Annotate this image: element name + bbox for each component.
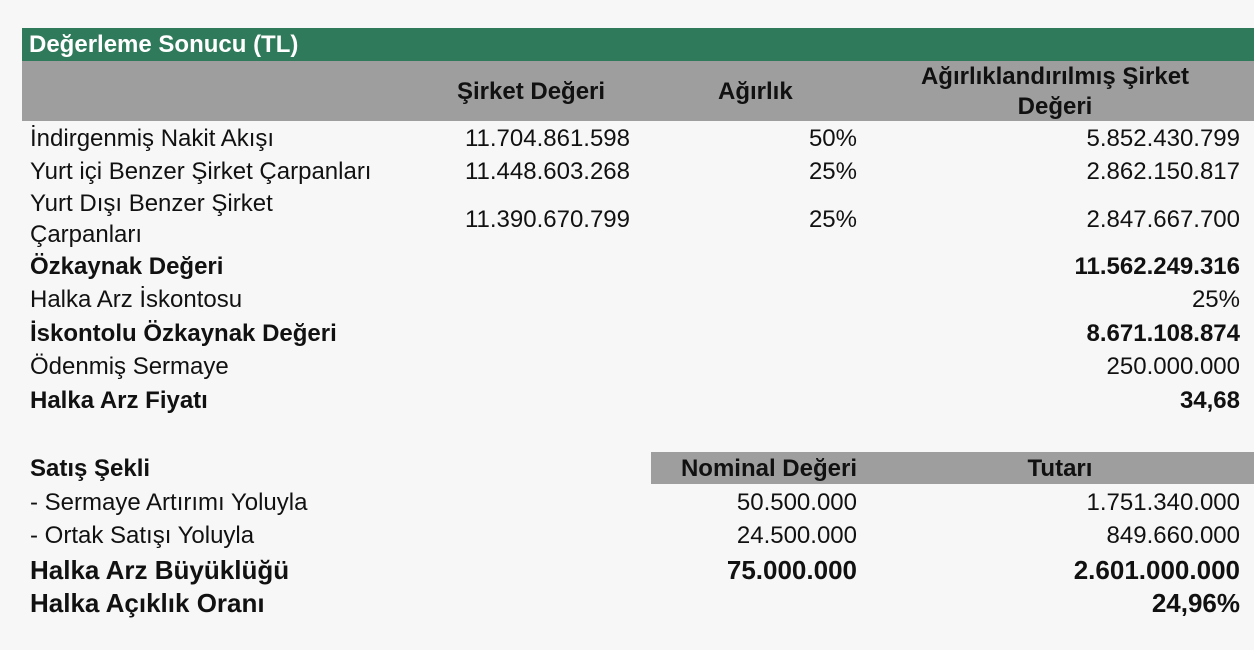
free-float-ratio: 24,96% [1151,588,1240,618]
ipo-discount-label: Halka Arz İskontosu [30,286,243,313]
ipo-price-label: Halka Arz Fiyatı [30,387,208,414]
sales-row-amount-shareholder: 849.660.000 [1106,522,1240,549]
row-weight-domestic: 25% [808,158,857,185]
row-company-value-dcf: 11.704.861.598 [464,125,630,152]
paid-capital: 250.000.000 [1106,353,1240,380]
sales-row-label-shareholder: - Ortak Satışı Yoluyla [30,522,255,549]
ipo-price: 34,68 [1179,387,1240,414]
row-weighted-dcf: 5.852.430.799 [1086,125,1240,152]
ipo-size-nominal: 75.000.000 [726,555,857,585]
row-label-foreign-line1: Yurt Dışı Benzer Şirket [30,190,273,217]
discounted-equity-label: İskontolu Özkaynak Değeri [30,320,337,347]
row-weight-dcf: 50% [808,125,857,152]
row-weight-foreign: 25% [808,206,857,233]
ipo-size-amount: 2.601.000.000 [1073,555,1240,585]
free-float-label: Halka Açıklık Oranı [30,588,265,618]
ipo-size-label: Halka Arz Büyüklüğü [30,555,290,585]
row-company-value-domestic: 11.448.603.268 [464,158,630,185]
table-title: Değerleme Sonucu (TL) [22,28,1254,61]
sales-row-amount-capital: 1.751.340.000 [1086,489,1240,516]
header-company-value: Şirket Değeri [457,78,606,105]
sales-row-nominal-capital: 50.500.000 [736,489,857,516]
paid-capital-label: Ödenmiş Sermaye [30,353,229,380]
row-weighted-domestic: 2.862.150.817 [1086,158,1240,185]
equity-value-label: Özkaynak Değeri [30,253,224,280]
header-weight: Ağırlık [718,78,793,105]
ipo-discount: 25% [1191,286,1240,313]
sales-header-amount: Tutarı [1027,455,1093,482]
header-weighted-line2: Değeri [1017,93,1093,120]
header-weighted-line1: Ağırlıklandırılmış Şirket [920,63,1190,90]
row-label-foreign-line2: Çarpanları [30,221,143,248]
row-company-value-foreign: 11.390.670.799 [464,206,630,233]
row-label-domestic: Yurt içi Benzer Şirket Çarpanları [30,158,372,185]
row-label-dcf: İndirgenmiş Nakit Akışı [30,125,275,152]
row-weighted-foreign: 2.847.667.700 [1086,206,1240,233]
sales-row-label-capital: - Sermaye Artırımı Yoluyla [30,489,308,516]
sales-row-nominal-shareholder: 24.500.000 [736,522,857,549]
sales-method-label: Satış Şekli [30,455,151,482]
sales-header-nominal: Nominal Değeri [680,455,857,482]
discounted-equity: 8.671.108.874 [1086,320,1240,347]
equity-value: 11.562.249.316 [1074,253,1240,280]
